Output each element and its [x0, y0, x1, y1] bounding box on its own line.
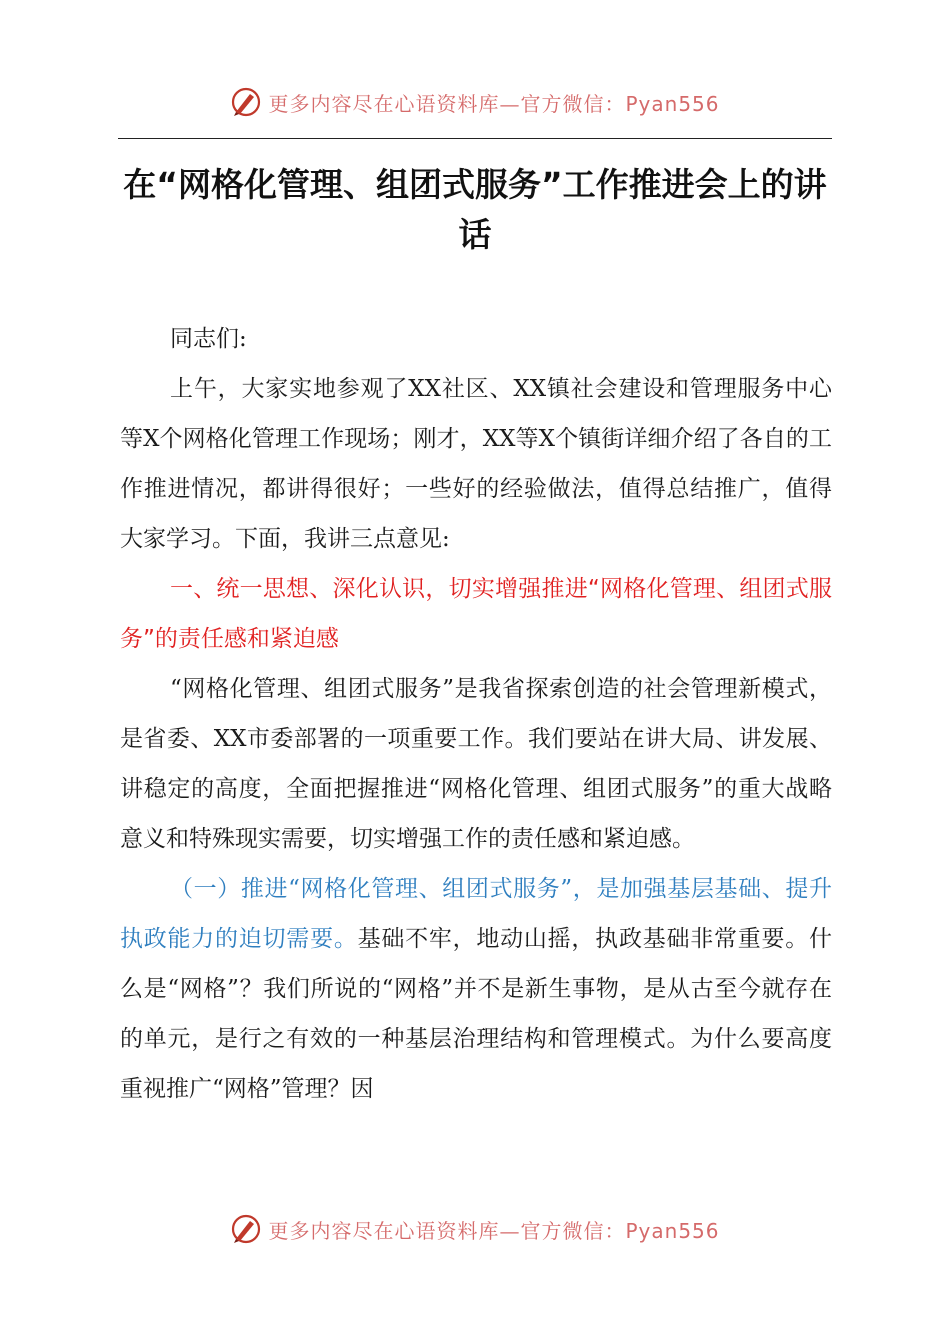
pen-logo-icon: [230, 1213, 262, 1245]
banner-text: 更多内容尽在心语资料库—官方微信：Pyan556: [268, 91, 720, 116]
document-body: [120, 314, 832, 1114]
header-banner: [0, 82, 950, 122]
section-heading: 一、统一思想、深化认识，切实增强推进“网格化管理、组团式服务”的责任感和紧迫感: [120, 576, 832, 652]
paragraph: 上午，大家实地参观了XX社区、XX镇社会建设和管理服务中心等X个网格化管理工作现场；刚才，XX等X个镇街详细介绍了各自的工作推进情况，都讲得很好；一些好的经验做法，值得总结推广，值得大家学习。下面，我讲三点意见:: [120, 376, 832, 552]
subsection-heading: （一）推进“网格化管理、组团式服务”，是加强基层基础、提升执政能力的迫切需要。: [120, 876, 832, 952]
header-rule: [118, 138, 832, 139]
paragraph-text: 基础不牢，地动山摇，执政基础非常重要。什么是“网格”？我们所说的“网格”并不是新生事物，是从古至今就存在的单元，是行之有效的一种基层治理结构和管理模式。为什么要高度重视推广“网格”管理？因: [120, 926, 833, 1102]
paragraph: [120, 864, 832, 1114]
banner-text: 更多内容尽在心语资料库—官方微信：Pyan556: [268, 1218, 720, 1243]
salutation: 同志们:: [170, 326, 247, 352]
document-title: 在“网格化管理、组团式服务”工作推进会上的讲话: [123, 165, 827, 254]
pen-logo-icon: [230, 86, 262, 118]
footer-banner: [0, 1209, 950, 1249]
paragraph: “网格化管理、组团式服务”是我省探索创造的社会管理新模式，是省委、XX市委部署的一项重要工作。我们要站在讲大局、讲发展、讲稳定的高度，全面把握推进“网格化管理、组团式服务”的重大战略意义和特殊现实需要，切实增强工作的责任感和紧迫感。: [120, 676, 832, 852]
